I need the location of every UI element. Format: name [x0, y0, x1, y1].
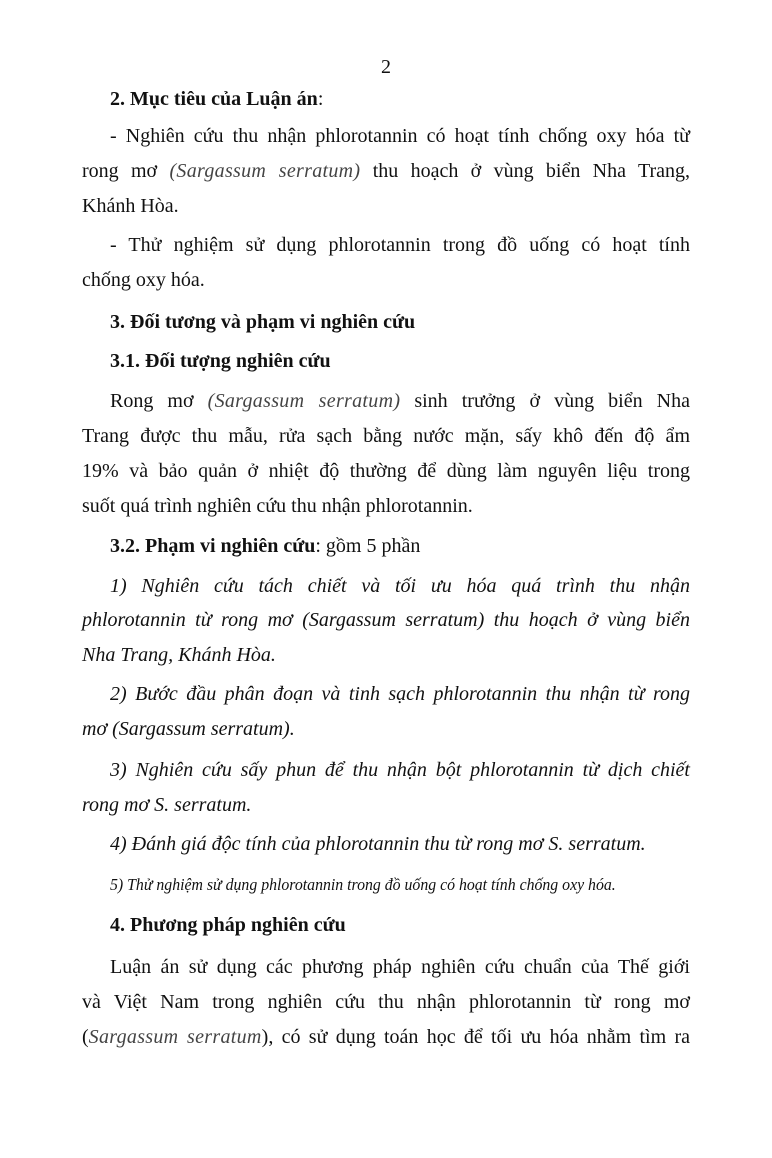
scope-item-3-line-2: rong mơ S. serratum.: [82, 794, 252, 816]
scope-item-4: 4) Đánh giá độc tính của phlorotannin thu từ rong mơ S. serratum.: [110, 833, 646, 855]
text: ), có sử dụng toán học để tối ưu hóa nhằm tìm ra: [261, 1026, 690, 1048]
scope-item-5: 5) Thử nghiệm sử dụng phlorotannin trong đồ uống có hoạt tính chống oxy hóa.: [110, 875, 616, 894]
page-number: 2: [381, 56, 391, 78]
objective-1-line-1: - Nghiên cứu thu nhận phlorotannin có hoạt tính chống oxy hóa từ: [110, 125, 690, 147]
subject-line-1: [110, 388, 690, 414]
scope-item-2-line-2: mơ (Sargassum serratum).: [82, 718, 295, 740]
method-line-3: [82, 1024, 690, 1050]
text: sinh trưởng ở vùng biển Nha: [400, 390, 690, 412]
scope-item-1-line-1: 1) Nghiên cứu tách chiết và tối ưu hóa quá trình thu nhận: [110, 575, 690, 597]
section-3-heading: 3. Đối tương và phạm vi nghiên cứu: [110, 311, 416, 333]
objective-1-line-2: [82, 158, 690, 184]
method-line-1: Luận án sử dụng các phương pháp nghiên cứu chuẩn của Thế giới: [110, 956, 690, 978]
scope-item-1-line-3: Nha Trang, Khánh Hòa.: [82, 644, 276, 666]
text: (: [82, 1026, 89, 1048]
subject-line-3: 19% và bảo quản ở nhiệt độ thường để dùng làm nguyên liệu trong: [82, 460, 690, 482]
heading-text: 2. Mục tiêu của Luận án: [110, 88, 318, 110]
heading-text: 3.2. Phạm vi nghiên cứu: [110, 535, 316, 557]
text: rong mơ: [82, 160, 170, 182]
text: Rong mơ: [110, 390, 208, 412]
scope-item-3-line-1: 3) Nghiên cứu sấy phun để thu nhận bột phlorotannin từ dịch chiết: [110, 759, 690, 781]
subject-line-2: Trang được thu mẫu, rửa sạch bằng nước mặn, sấy khô đến độ ẩm: [82, 425, 690, 447]
section-2-heading: [110, 86, 690, 112]
scientific-name: (Sargassum serratum): [207, 390, 401, 412]
scientific-name: (Sargassum serratum): [169, 160, 361, 182]
section-4-heading: 4. Phương pháp nghiên cứu: [110, 914, 346, 936]
scientific-name: Sargassum serratum: [88, 1026, 262, 1048]
method-line-2: và Việt Nam trong nghiên cứu thu nhận phlorotannin từ rong mơ: [82, 991, 690, 1013]
scope-item-1-line-2: phlorotannin từ rong mơ (Sargassum serratum) thu hoạch ở vùng biển: [82, 609, 690, 631]
text: thu hoạch ở vùng biển Nha Trang,: [360, 160, 690, 182]
section-3-1-heading: 3.1. Đối tượng nghiên cứu: [110, 350, 331, 372]
objective-2-line-1: - Thử nghiệm sử dụng phlorotannin trong đồ uống có hoạt tính: [110, 234, 690, 256]
heading-rest: : gồm 5 phần: [315, 535, 421, 557]
objective-2-line-2: chống oxy hóa.: [82, 269, 205, 291]
subject-line-4: suốt quá trình nghiên cứu thu nhận phlorotannin.: [82, 495, 473, 517]
scope-item-2-line-1: 2) Bước đầu phân đoạn và tinh sạch phlorotannin thu nhận từ rong: [110, 683, 690, 705]
objective-1-line-3: Khánh Hòa.: [82, 195, 179, 217]
heading-colon: :: [317, 88, 324, 110]
section-3-2-heading: [110, 533, 690, 559]
